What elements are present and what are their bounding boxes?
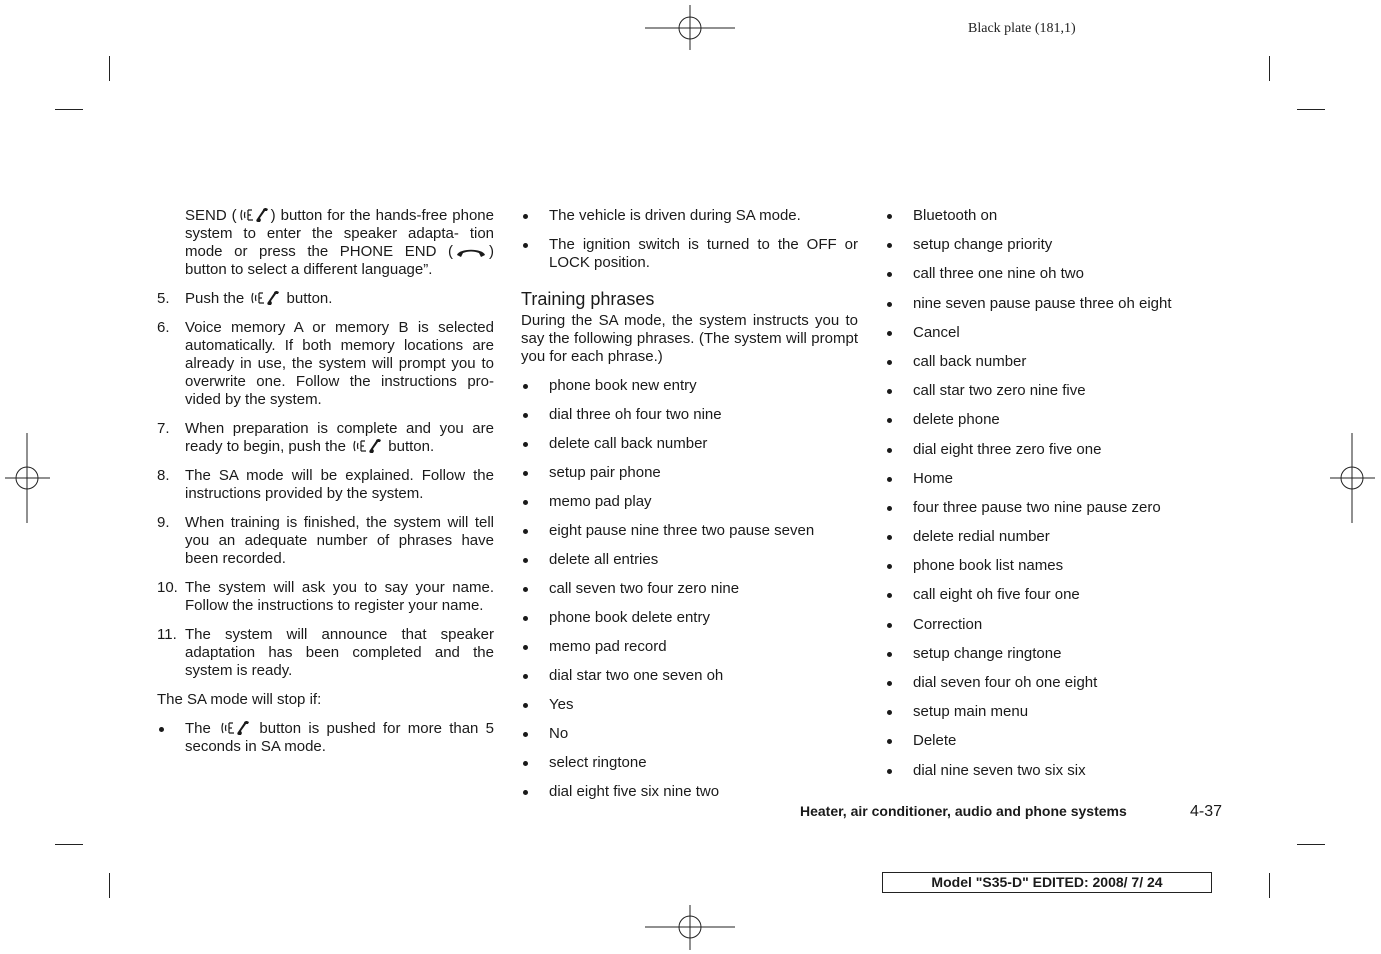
list-item: phone book list names <box>885 557 1222 575</box>
crop-mark <box>1269 873 1270 898</box>
step-number: 7. <box>157 420 170 437</box>
step-number: 5. <box>157 290 170 307</box>
step-number: 8. <box>157 467 170 484</box>
step-item <box>157 290 494 308</box>
crop-mark <box>109 56 110 81</box>
column-1 <box>157 207 494 767</box>
registration-mark-icon <box>645 905 735 950</box>
list-item: dial eight three zero five one <box>885 441 1222 459</box>
step-number: 11. <box>157 626 177 643</box>
step-item <box>157 514 494 568</box>
column-3 <box>885 207 1222 791</box>
list-item: setup change ringtone <box>885 645 1222 663</box>
list-item: Correction <box>885 616 1222 634</box>
list-item: setup change priority <box>885 236 1222 254</box>
list-item: setup pair phone <box>521 464 858 482</box>
crop-mark <box>1269 56 1270 81</box>
list-item: four three pause two nine pause zero <box>885 499 1222 517</box>
list-item: phone book delete entry <box>521 609 858 627</box>
step-item <box>157 420 494 456</box>
crop-mark <box>1297 109 1325 110</box>
phone-send-icon <box>239 207 269 223</box>
page-number: 4-37 <box>1189 803 1222 820</box>
step-number: 9. <box>157 514 170 531</box>
plate-label: Black plate (181,1) <box>968 21 1076 36</box>
list-item: dial three oh four two nine <box>521 406 858 424</box>
step-text: The system will ask you to say your name. Follow the instructions to register your name. <box>185 579 494 614</box>
list-item: dial star two one seven oh <box>521 667 858 685</box>
phone-send-icon <box>250 290 280 306</box>
list-item: eight pause nine three two pause seven <box>521 522 858 540</box>
list-item: Delete <box>885 732 1222 750</box>
crop-mark <box>55 844 83 845</box>
step-item <box>157 467 494 503</box>
list-item <box>157 720 494 756</box>
column-2 <box>521 207 858 812</box>
list-item: call eight oh five four one <box>885 586 1222 604</box>
list-item: call back number <box>885 353 1222 371</box>
registration-mark-icon <box>5 433 50 523</box>
phone-send-icon <box>220 720 250 736</box>
list-item: delete all entries <box>521 551 858 569</box>
section-paragraph: During the SA mode, the system instructs you to say the following phrases. (The system will prompt you for each phrase.) <box>521 312 858 365</box>
step-text: Voice memory A or memory B is selected automatically. If both memory locations are already in use, the system will prompt you to overwrite one. Follow the instructions pro- vided by the system. <box>185 319 494 408</box>
phrase-list <box>521 377 858 801</box>
bullet-text: button is pushed for more than 5 seconds in SA mode. <box>185 720 494 755</box>
list-item: call seven two four zero nine <box>521 580 858 598</box>
step-number: 6. <box>157 319 170 336</box>
list-item: Cancel <box>885 324 1222 342</box>
section-heading: Training phrases <box>521 289 655 309</box>
list-item: nine seven pause pause three oh eight <box>885 295 1222 313</box>
registration-mark-icon <box>645 5 735 50</box>
footer-title: Heater, air conditioner, audio and phone systems <box>800 803 1127 819</box>
step-text: The SA mode will be explained. Follow the instructions provided by the system. <box>185 467 494 502</box>
phrase-list <box>885 207 1222 780</box>
list-item: setup main menu <box>885 703 1222 721</box>
bullet-text: The <box>185 720 219 737</box>
step-text: Push the <box>185 290 249 307</box>
list-item: select ringtone <box>521 754 858 772</box>
list-item: delete redial number <box>885 528 1222 546</box>
crop-mark <box>55 109 83 110</box>
list-item: The ignition switch is turned to the OFF or LOCK position. <box>521 236 858 272</box>
list-item: phone book new entry <box>521 377 858 395</box>
step-text: button. <box>384 438 435 455</box>
list-item: call star two zero nine five <box>885 382 1222 400</box>
list-item: Bluetooth on <box>885 207 1222 225</box>
list-item: memo pad record <box>521 638 858 656</box>
list-item: Home <box>885 470 1222 488</box>
list-item: The vehicle is driven during SA mode. <box>521 207 858 225</box>
list-item: dial seven four oh one eight <box>885 674 1222 692</box>
list-item: No <box>521 725 858 743</box>
step-item <box>157 319 494 409</box>
list-item: call three one nine oh two <box>885 265 1222 283</box>
intro-text: ) button to select a different language”. <box>185 243 494 278</box>
page-footer <box>800 803 1222 821</box>
list-item: Yes <box>521 696 858 714</box>
step-item <box>157 626 494 680</box>
intro-text: ) button for the hands-free phone system to enter the speaker adapta- tion mode or press the PHONE END ( <box>185 207 494 260</box>
phone-send-icon <box>352 438 382 454</box>
send-paragraph <box>157 207 494 279</box>
step-text: When preparation is complete and you are ready to begin, push the <box>185 420 494 455</box>
crop-mark <box>1297 844 1325 845</box>
step-text: button. <box>282 290 333 307</box>
crop-mark <box>109 873 110 898</box>
list-item: memo pad play <box>521 493 858 511</box>
list-item: delete phone <box>885 411 1222 429</box>
stop-intro: The SA mode will stop if: <box>157 691 322 708</box>
step-text: When training is finished, the system will tell you an adequate number of phrases have been recorded. <box>185 514 494 567</box>
intro-text: SEND ( <box>185 207 237 224</box>
step-number: 10. <box>157 579 178 596</box>
phone-end-icon <box>455 246 487 258</box>
list-item: dial nine seven two six six <box>885 762 1222 780</box>
step-item <box>157 579 494 615</box>
list-item: delete call back number <box>521 435 858 453</box>
model-box: Model "S35-D" EDITED: 2008/ 7/ 24 <box>882 872 1212 893</box>
step-text: The system will announce that speaker adaptation has been completed and the system is ready. <box>185 626 494 679</box>
list-item: dial eight five six nine two <box>521 783 858 801</box>
registration-mark-icon <box>1330 433 1375 523</box>
